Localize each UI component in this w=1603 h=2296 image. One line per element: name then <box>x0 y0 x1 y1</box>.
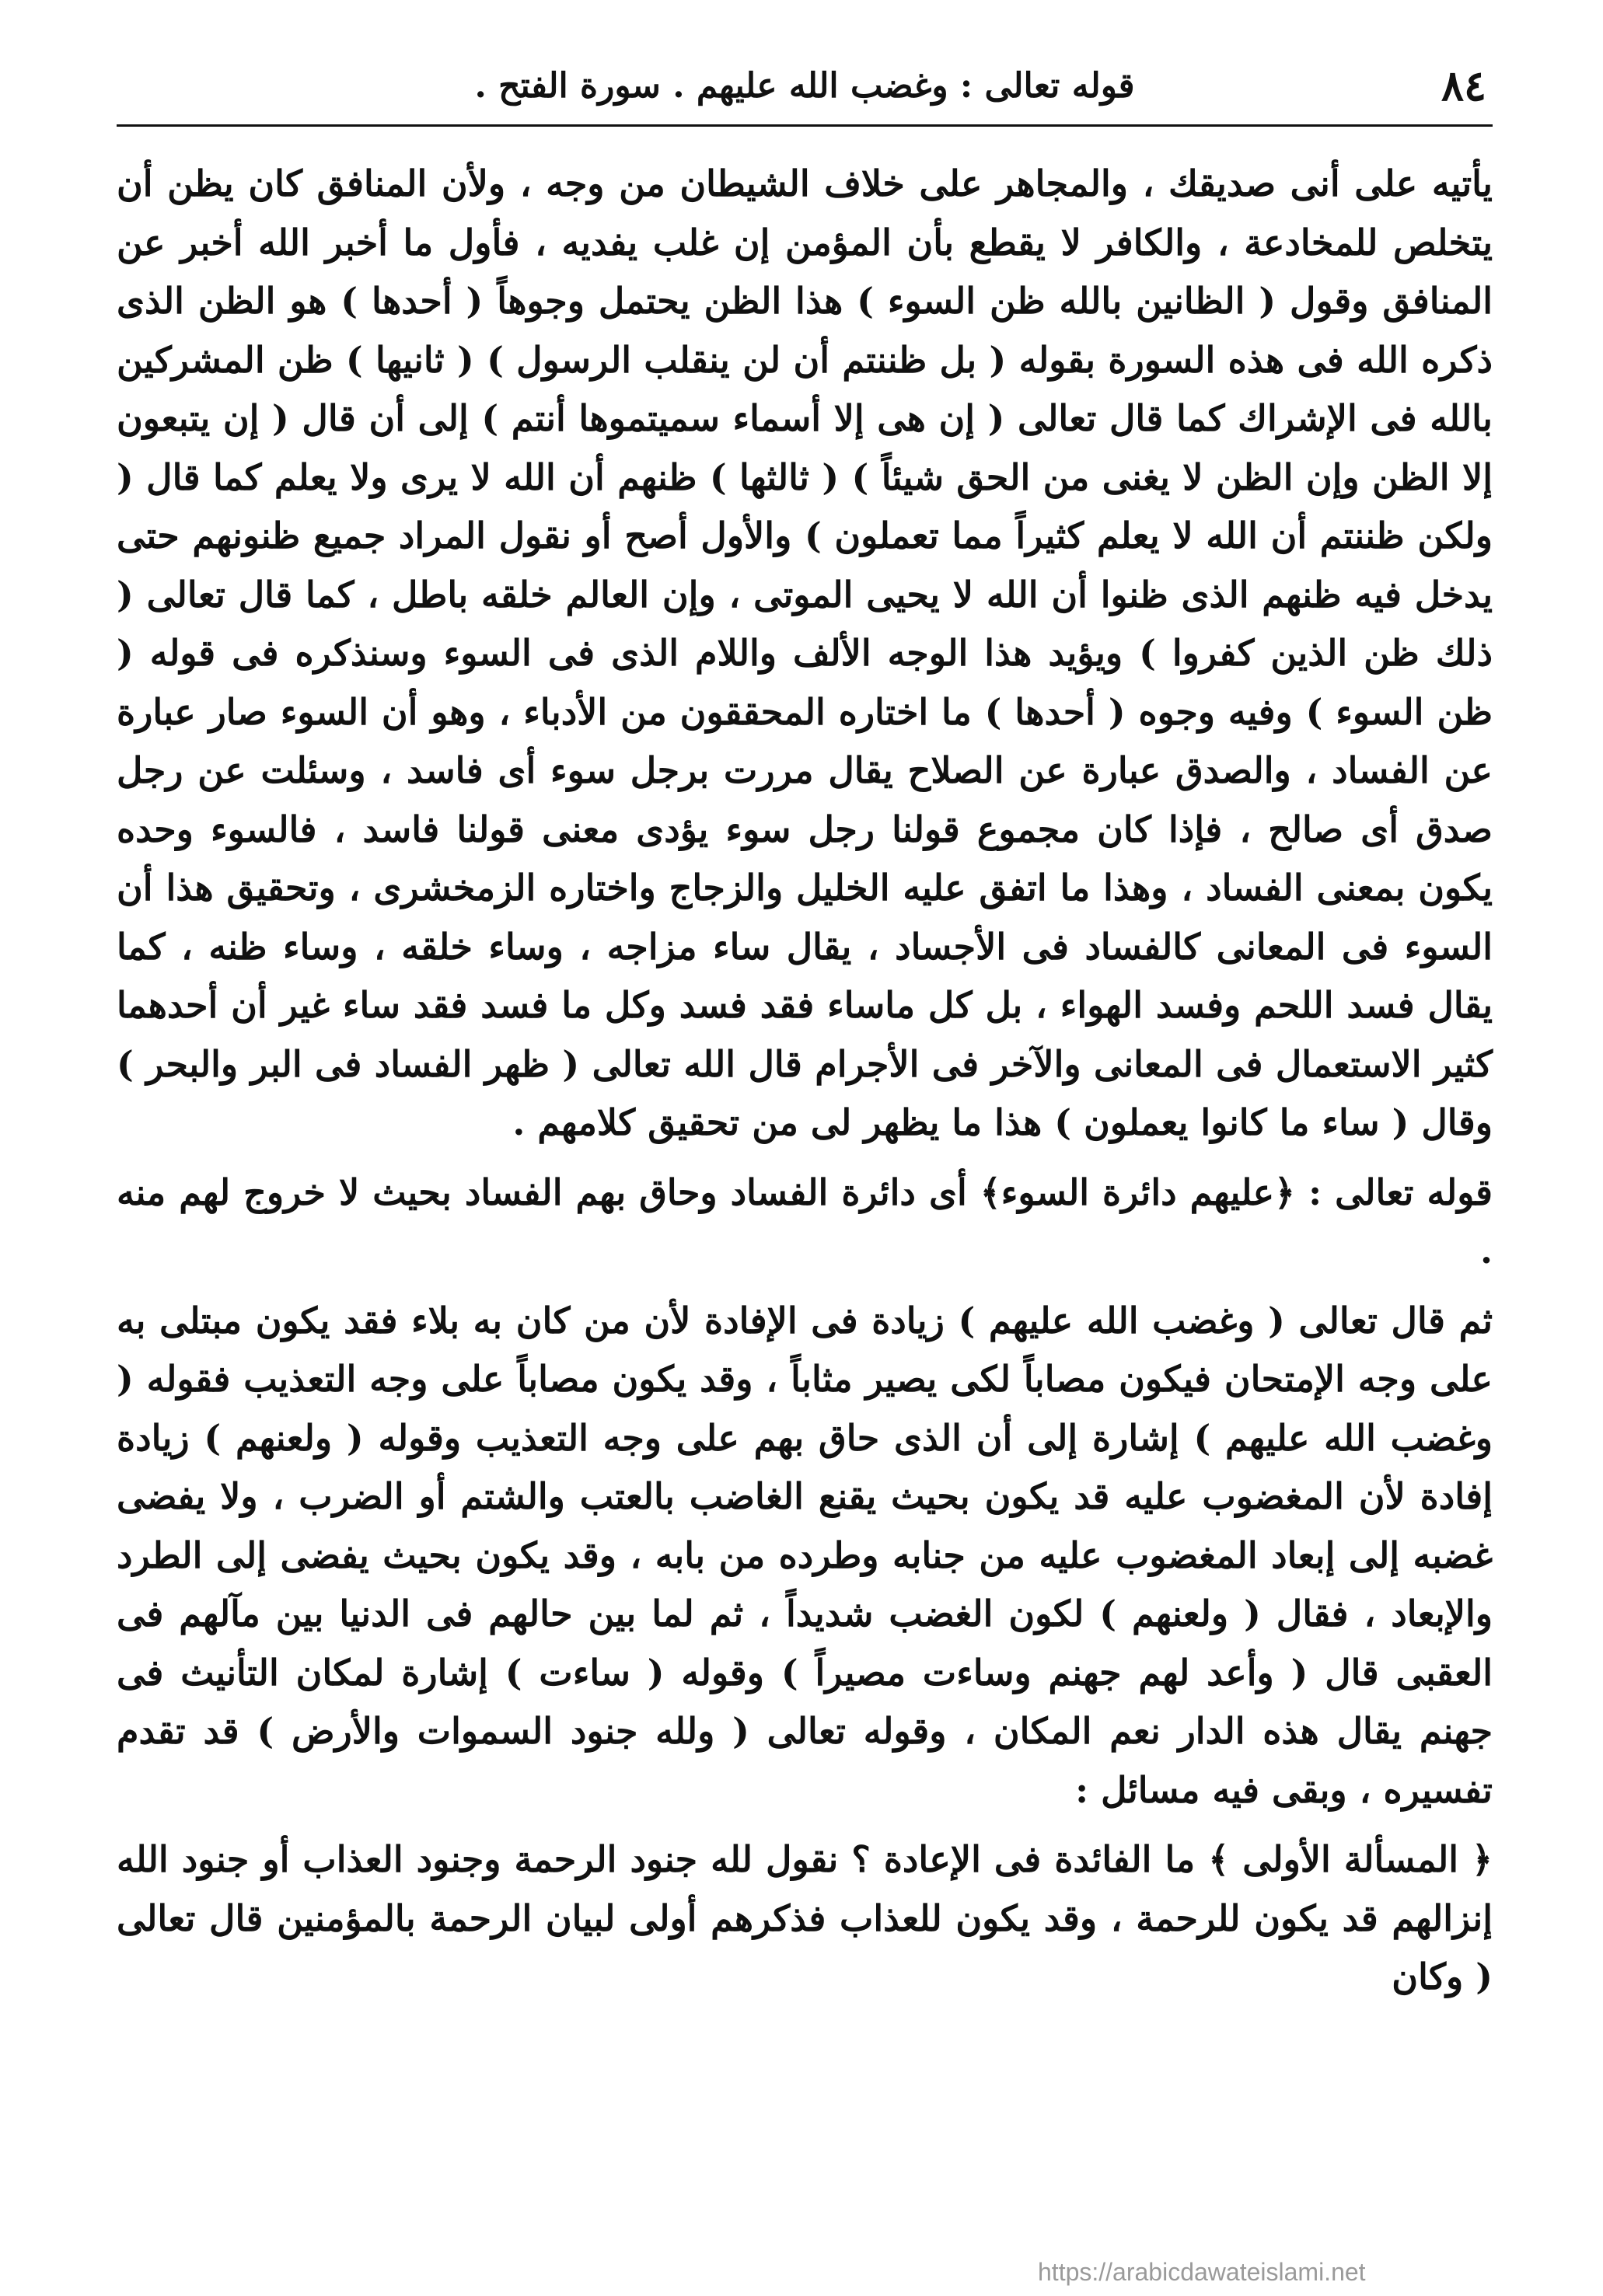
page-number: ٨٤ <box>1441 61 1486 110</box>
running-head <box>117 47 1493 127</box>
watermark-url: https://arabicdawateislami.net <box>1038 2258 1366 2286</box>
paragraph-2: قوله تعالى : ﴿عليهم دائرة السوء﴾ أى دائرة الفساد وحاق بهم الفساد بحيث لا خروج لهم منه . <box>117 1171 1493 1272</box>
running-title: قوله تعالى : وغضب الله عليهم . سورة الفتح . <box>474 65 1135 106</box>
paragraph-3: ثم قال تعالى ( وغضب الله عليهم ) زيادة فى الإفادة لأن من كان به بلاء فقد يكون مبتلى به على وجه الإمتحان فيكون مصاباً لكى يصير مثاباً ، وقد يكون مصاباً على وجه التعذيب فقوله ( وغضب الله عليهم ) إشارة إلى أن الذى حاق بهم على وجه التعذيب وقوله ( ولعنهم ) زيادة إفادة لأن المغضوب عليه قد يكون بحيث يقنع الغاضب بالعتب والشتم أو الضرب ، ولا يفضى غضبه إلى إبعاد المغضوب عليه من جنابه وطرده من بابه ، وقد يكون بحيث يفضى إلى الطرد والإبعاد ، فقال ( ولعنهم ) لكون الغضب شديداً ، ثم لما بين حالهم فى الدنيا بين مآلهم فى العقبى قال ( وأعد لهم جهنم وساءت مصيراً ) وقوله ( ساءت ) إشارة لمكان التأنيث فى جهنم يقال هذه الدار نعم المكان ، وقوله تعالى ( ولله جنود السموات والأرض ) قد تقدم تفسيره ، وبقى فيه مسائل : <box>117 1299 1493 1811</box>
body-text <box>117 155 1493 2007</box>
paragraph-1: يأتيه على أنى صديقك ، والمجاهر على خلاف الشيطان من وجه ، ولأن المنافق كان يظن أن يتخلص للمخادعة ، والكافر لا يقطع بأن المؤمن إن غلب يفديه ، فأول ما أخبر الله أخبر عن المنافق وقول ( الظانين بالله ظن السوء ) هذا الظن يحتمل وجوهاً ( أحدها ) هو الظن الذى ذكره الله فى هذه السورة بقوله ( بل ظننتم أن لن ينقلب الرسول ) ( ثانيها ) ظن المشركين بالله فى الإشراك كما قال تعالى ( إن هى إلا أسماء سميتموها أنتم ) إلى أن قال ( إن يتبعون إلا الظن وإن الظن لا يغنى من الحق شيئاً ) ( ثالثها ) ظنهم أن الله لا يرى ولا يعلم كما قال ( ولكن ظننتم أن الله لا يعلم كثيراً مما تعملون ) والأول أصح أو نقول المراد جميع ظنونهم حتى يدخل فيه ظنهم الذى ظنوا أن الله لا يحيى الموتى ، وإن العالم خلقه باطل ، كما قال تعالى ( ذلك ظن الذين كفروا ) ويؤيد هذا الوجه الألف واللام الذى فى السوء وسنذكره فى قوله ( ظن السوء ) وفيه وجوه ( أحدها ) ما اختاره المحققون من الأدباء ، وهو أن السوء صار عبارة عن الفساد ، والصدق عبارة عن الصلاح يقال مررت برجل سوء أى فاسد ، وسئلت عن رجل صدق أى صالح ، فإذا كان مجموع قولنا رجل سوء يؤدى معنى قولنا فاسد ، فالسوء وحده يكون بمعنى الفساد ، وهذا ما اتفق عليه الخليل والزجاج واختاره الزمخشرى ، وتحقيق هذا أن السوء فى المعانى كالفساد فى الأجساد ، يقال ساء مزاجه ، وساء خلقه ، وساء ظنه ، كما يقال فسد اللحم وفسد الهواء ، بل كل ماساء فقد فسد وكل ما فسد فقد ساء غير أن أحدهما كثير الاستعمال فى المعانى والآخر فى الأجرام قال الله تعالى ( ظهر الفساد فى البر والبحر ) وقال ( ساء ما كانوا يعملون ) هذا ما يظهر لى من تحقيق كلامهم . <box>117 162 1493 1143</box>
book-page <box>117 47 1493 2270</box>
paragraph-4: ﴿ المسألة الأولى ﴾ ما الفائدة فى الإعادة ؟ نقول لله جنود الرحمة وجنود العذاب أو جنود الله إنزالهم قد يكون للرحمة ، وقد يكون للعذاب فذكرهم أولى لبيان الرحمة بالمؤمنين قال تعالى ( وكان <box>117 1838 1493 1998</box>
